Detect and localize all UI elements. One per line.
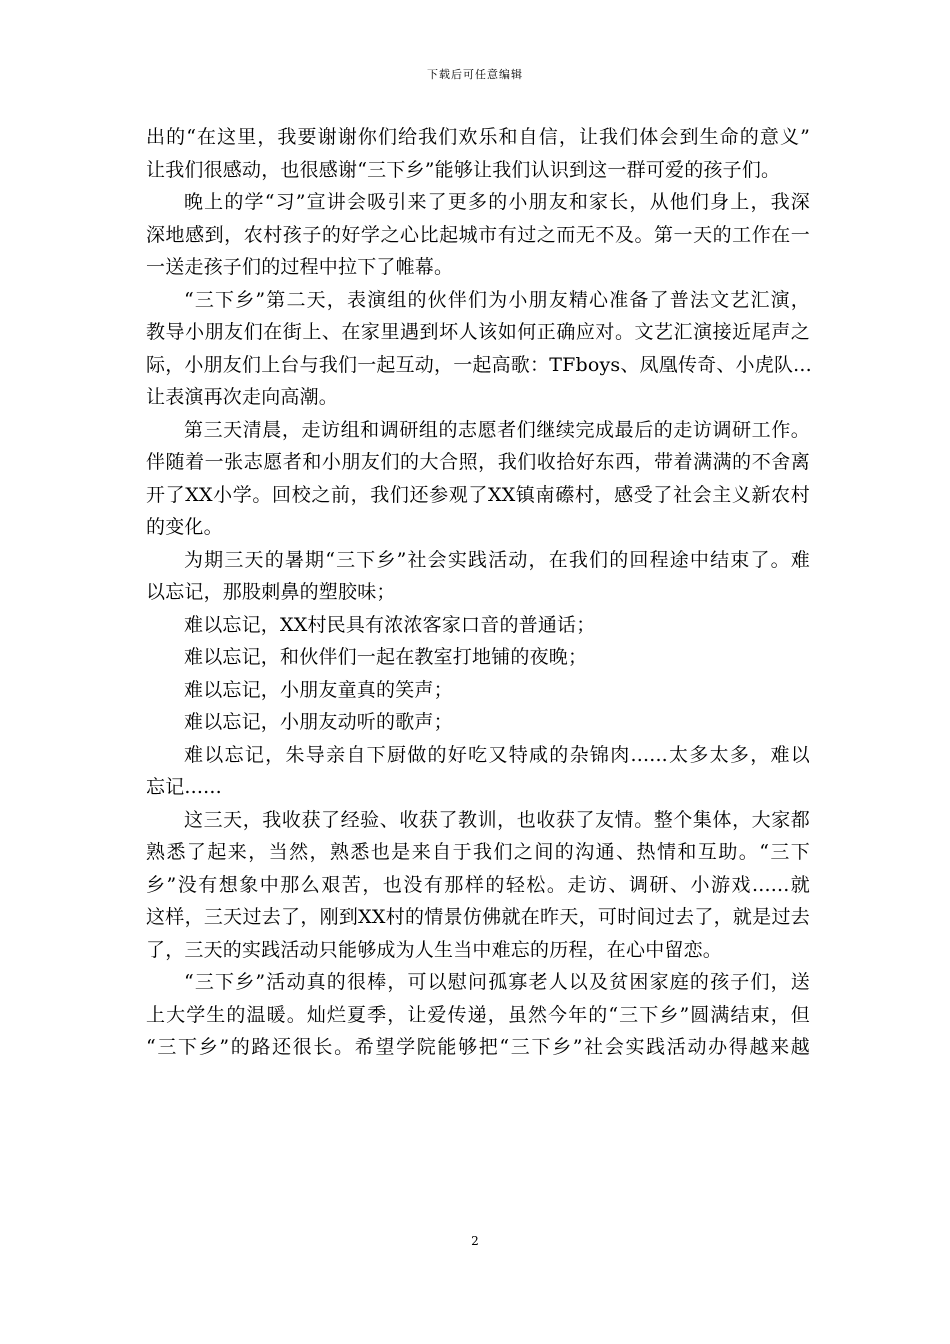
text-line: 难以忘记，小朋友童真的笑声； (184, 678, 453, 701)
text-line: 难以忘记，朱导亲自下厨做的好吃又特咸的杂锦肉......太多太多，难以 (184, 743, 810, 766)
text-line: 让表演再次走向高潮。 (146, 386, 339, 408)
text-line: 这三天，我收获了经验、收获了教训，也收获了友情。整个集体，大家都 (184, 808, 810, 831)
text-line: 忘记...... (146, 776, 222, 798)
text-line: 教导小朋友们在街上、在家里遇到坏人该如何正确应对。文艺汇演接近尾声之 (146, 321, 810, 343)
text-line: 难以忘记，小朋友动听的歌声； (184, 711, 453, 733)
text-line: 开了XX小学。回校之前，我们还参观了XX镇南礤村，感受了社会主义新农村 (146, 483, 810, 506)
text-line: 伴随着一张志愿者和小朋友们的大合照，我们收拾好东西，带着满满的不舍离 (146, 451, 810, 473)
text-line: 以忘记，那股刺鼻的塑胶味； (146, 581, 396, 603)
text-line: 出的“在这里，我要谢谢你们给我们欢乐和自信，让我们体会到生命的意义” (146, 126, 810, 148)
text-line: 为期三天的暑期“三下乡”社会实践活动，在我们的回程途中结束了。难 (184, 548, 810, 571)
text-line: 这样，三天过去了，刚到XX村的情景仿佛就在昨天，可时间过去了，就是过去 (146, 906, 810, 928)
text-line: 的变化。 (146, 516, 223, 538)
text-line: 上大学生的温暖。灿烂夏季，让爱传递，虽然今年的“三下乡”圆满结束，但 (146, 1003, 810, 1026)
text-line: 让我们很感动，也很感谢“三下乡”能够让我们认识到这一群可爱的孩子们。 (146, 158, 781, 181)
text-line: 难以忘记，和伙伴们一起在教室打地铺的夜晚； (184, 646, 588, 668)
page-header: 下载后可任意编辑 (427, 68, 523, 81)
text-line: 了，三天的实践活动只能够成为人生当中难忘的历程，在心中留恋。 (146, 938, 723, 961)
text-line: 深地感到，农村孩子的好学之心比起城市有过之而无不及。第一天的工作在一 (146, 223, 810, 246)
text-line: 一送走孩子们的过程中拉下了帷幕。 (146, 256, 454, 278)
text-line: 难以忘记，XX村民具有浓浓客家口音的普通话； (184, 613, 596, 636)
text-line: 际，小朋友们上台与我们一起互动，一起高歌：TFboys、凤凰传奇、小虎队... (146, 353, 812, 376)
page-number: 2 (471, 1234, 479, 1248)
text-line: 第三天清晨，走访组和调研组的志愿者们继续完成最后的走访调研工作。 (184, 418, 810, 441)
document-body (146, 121, 810, 1064)
text-line: “三下乡”活动真的很棒，可以慰问孤寡老人以及贫困家庭的孩子们，送 (184, 971, 810, 993)
text-line: 晚上的学“习”宣讲会吸引来了更多的小朋友和家长，从他们身上，我深 (184, 191, 810, 213)
text-line: “三下乡”的路还很长。希望学院能够把“三下乡”社会实践活动办得越来越 (146, 1036, 810, 1058)
text-line: 熟悉了起来，当然，熟悉也是来自于我们之间的沟通、热情和互助。“三下 (146, 841, 810, 863)
text-line: 乡”没有想象中那么艰苦，也没有那样的轻松。走访、调研、小游戏......就 (146, 873, 810, 896)
text-line: “三下乡”第二天，表演组的伙伴们为小朋友精心准备了普法文艺汇演， (184, 288, 810, 311)
